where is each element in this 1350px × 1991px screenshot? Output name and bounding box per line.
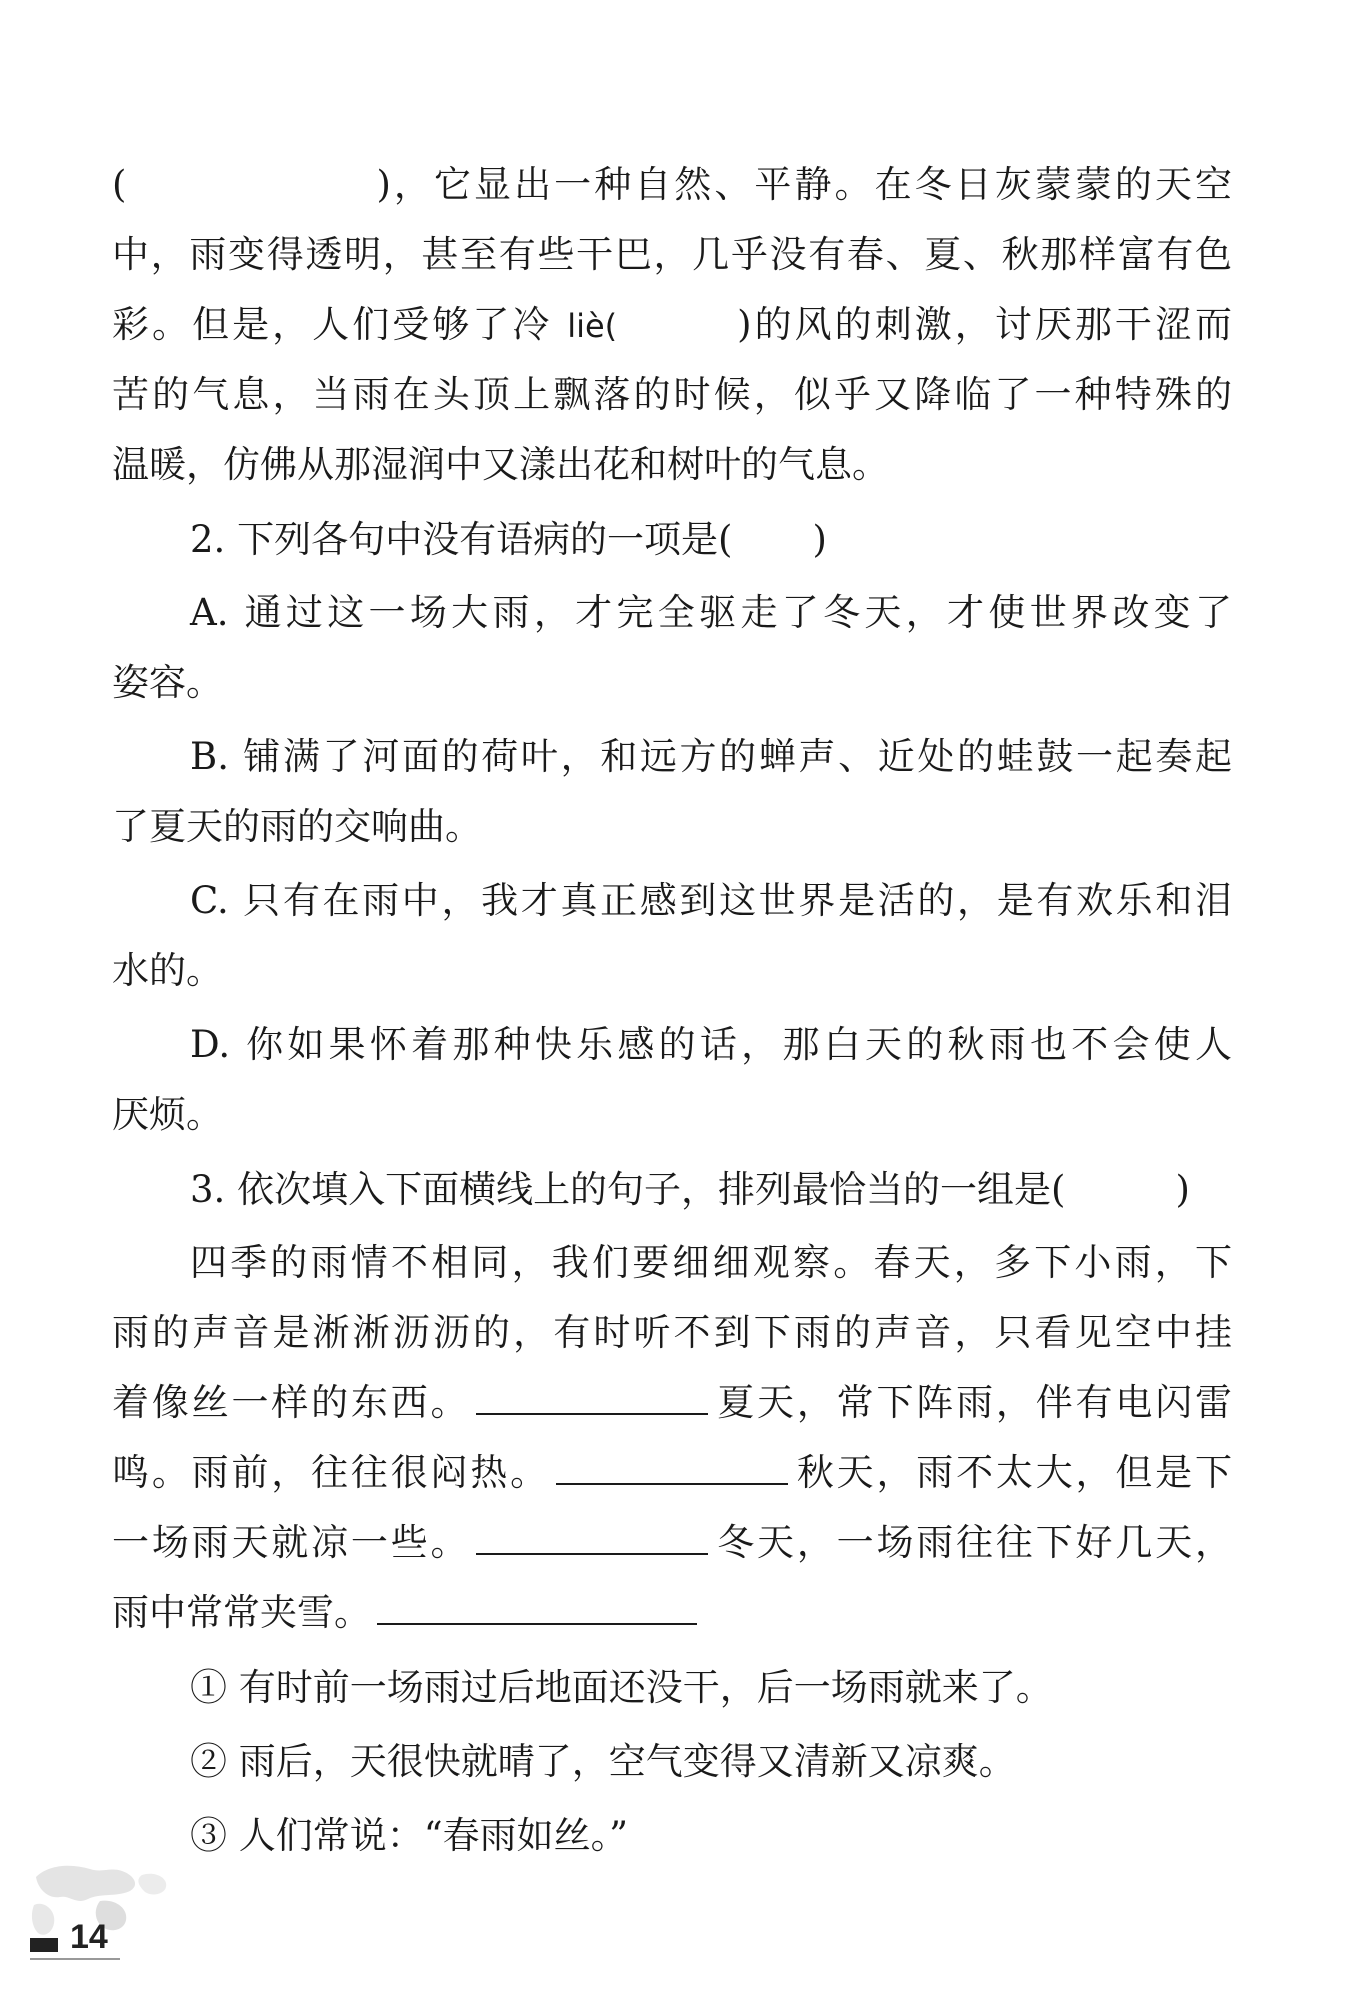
- passage-line-2: 中，雨变得透明，甚至有些干巴，几乎没有春、夏、秋那样富有色: [112, 233, 1232, 276]
- passage-text: 着像丝一样的东西。: [112, 1381, 471, 1424]
- choice-1: ① 有时前一场雨过后地面还没干，后一场雨就来了。: [190, 1666, 1053, 1709]
- paren-close: ): [1175, 1168, 1190, 1211]
- passage-line-1: [112, 150, 1232, 220]
- q3-passage-line-5: [112, 1508, 1232, 1578]
- q3-passage-line-4: [112, 1438, 1232, 1508]
- option-c-line-1: C. 只有在雨中，我才真正感到这世界是活的，是有欢乐和泪: [190, 879, 1232, 922]
- passage-line-5: 温暖，仿佛从那湿润中又漾出花和树叶的气息。: [112, 443, 889, 486]
- option-a-line-1: A. 通过这一场大雨，才完全驱走了冬天，才使世界改变了: [190, 591, 1232, 634]
- q3-passage-line-3: [112, 1368, 1232, 1438]
- question-text: 2. 下列各句中没有语病的一项是(: [190, 518, 733, 561]
- fill-blank-2[interactable]: [556, 1443, 788, 1485]
- option-d-line-2: 厌烦。: [112, 1093, 223, 1136]
- passage-text: 彩。但是，人们受够了冷: [112, 303, 553, 346]
- choice-3: ③ 人们常说：“春雨如丝。”: [190, 1814, 629, 1857]
- q3-passage-line-2: 雨的声音是淅淅沥沥的，有时听不到下雨的声音，只看见空中挂: [112, 1311, 1232, 1354]
- choice-2: ② 雨后，天很快就晴了，空气变得又清新又凉爽。: [190, 1740, 1016, 1783]
- passage-text: 夏天，常下阵雨，伴有电闪雷: [714, 1381, 1233, 1424]
- fill-blank-3[interactable]: [476, 1513, 708, 1555]
- option-b-line-2: 了夏天的雨的交响曲。: [112, 805, 482, 848]
- passage-line-3: [112, 290, 1232, 360]
- q3-passage-line-6: [112, 1578, 703, 1648]
- passage-text: 秋天，雨不太大，但是下: [794, 1451, 1232, 1494]
- page-number: 14: [70, 1918, 108, 1956]
- option-a-line-2: 姿容。: [112, 661, 223, 704]
- page-number-underline: [30, 1958, 120, 1960]
- q3-passage-line-1: 四季的雨情不相同，我们要细细观察。春天，多下小雨，下: [190, 1241, 1232, 1284]
- passage-text: )的风的刺激，讨厌那干涩而: [737, 303, 1232, 346]
- option-d-line-1: D. 你如果怀着那种快乐感的话，那白天的秋雨也不会使人: [190, 1023, 1232, 1066]
- question-3-stem: [190, 1155, 1190, 1225]
- question-2-stem: [190, 505, 827, 575]
- question-text: 3. 依次填入下面横线上的句子，排列最恰当的一组是(: [190, 1168, 1066, 1211]
- passage-text: 鸣。雨前，往往很闷热。: [112, 1451, 550, 1494]
- passage-text: 一场雨天就凉一些。: [112, 1521, 471, 1564]
- pinyin-prompt: liè(: [567, 307, 618, 345]
- option-c-line-2: 水的。: [112, 949, 223, 992]
- paren-open: (: [112, 163, 127, 206]
- paren-close: ): [812, 518, 827, 561]
- passage-text: 雨中常常夹雪。: [112, 1591, 371, 1634]
- fill-blank-1[interactable]: [476, 1373, 708, 1415]
- passage-text: 冬天，一场雨往往下好几天，: [714, 1521, 1233, 1564]
- passage-line-4: 苦的气息，当雨在头顶上飘落的时候，似乎又降临了一种特殊的: [112, 373, 1232, 416]
- passage-text: )，它显出一种自然、平静。在冬日灰蒙蒙的天空: [376, 163, 1232, 206]
- option-b-line-1: B. 铺满了河面的荷叶，和远方的蝉声、近处的蛙鼓一起奏起: [190, 735, 1232, 778]
- fill-blank-4[interactable]: [377, 1583, 697, 1625]
- page-number-bar: [30, 1938, 58, 1952]
